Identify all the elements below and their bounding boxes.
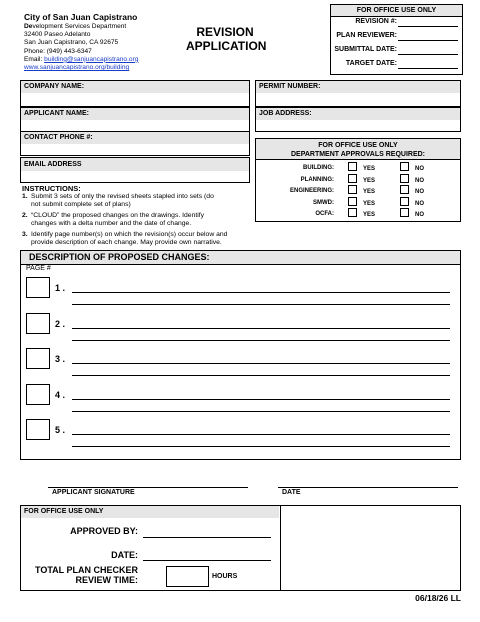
change-number: 5 . (55, 425, 66, 435)
approval-no-checkbox[interactable] (400, 174, 409, 183)
address-line-1: 32400 Paseo Adelanto (24, 31, 91, 39)
page-number-label: PAGE # (26, 265, 51, 272)
change-description-line-2[interactable] (72, 340, 450, 341)
approval-no-label: NO (415, 200, 424, 207)
email-address-field[interactable] (20, 157, 250, 183)
approval-yes-label: YES (363, 189, 376, 195)
approval-yes-checkbox[interactable] (348, 197, 357, 206)
target-date-field[interactable] (398, 68, 458, 69)
office-date-field[interactable] (143, 560, 271, 561)
approval-no-label: NO (415, 189, 424, 195)
change-number: 1 . (55, 283, 66, 293)
change-number: 3 . (55, 354, 66, 364)
applicant-signature-line[interactable] (48, 487, 248, 488)
approval-no-checkbox[interactable] (400, 208, 409, 217)
office-use-title: FOR OFFICE USE ONLY (331, 5, 462, 17)
change-description-line-2[interactable] (72, 411, 450, 412)
org-name: City of San Juan Capistrano (24, 12, 138, 22)
change-description-line-2[interactable] (72, 375, 450, 376)
change-description-line-1[interactable] (72, 292, 450, 293)
address-line-2: San Juan Capistrano, CA 92675 (24, 39, 119, 47)
approval-no-checkbox[interactable] (400, 185, 409, 194)
approvals-title: FOR OFFICE USE ONLY DEPARTMENT APPROVALS REQUIRED: (256, 139, 460, 160)
approval-no-label: NO (415, 212, 424, 218)
approval-no-checkbox[interactable] (400, 162, 409, 171)
website-line (24, 64, 194, 72)
approval-no-label: NO (415, 166, 424, 172)
approval-yes-label: YES (363, 177, 376, 184)
instruction-3: 3. Identify page number(s) on which the revision(s) occur below and provide description of each change. May provide own narrative. (22, 231, 228, 247)
review-time-hours-input[interactable] (166, 566, 209, 587)
applicant-name-field[interactable] (20, 107, 250, 132)
approved-by-field[interactable] (143, 537, 271, 538)
approval-dept-label: OCFA: (315, 211, 334, 217)
applicant-name-label: APPLICANT NAME: (21, 108, 249, 120)
hours-label: HOURS (212, 573, 238, 580)
org-header (24, 12, 194, 72)
job-address-field[interactable] (255, 107, 461, 132)
change-description-line-2[interactable] (72, 304, 450, 305)
revision-number-label: REVISION #: (355, 18, 397, 25)
approval-yes-label: YES (363, 166, 376, 172)
department: Development Services Department (24, 23, 127, 30)
permit-number-field[interactable] (255, 80, 461, 107)
page-number-input[interactable] (26, 384, 50, 405)
page-number-input[interactable] (26, 348, 50, 369)
phone: Phone: (949) 443-6347 (24, 47, 92, 55)
company-name-field[interactable] (20, 80, 250, 107)
office-bottom-divider (280, 505, 281, 591)
contact-phone-field[interactable] (20, 131, 250, 156)
applicant-signature-label: APPLICANT SIGNATURE (52, 489, 135, 496)
change-description-line-1[interactable] (72, 434, 450, 435)
approved-by-label: APPROVED BY: (70, 526, 138, 536)
email-line: Email: building@sanjuancapistrano.org (24, 55, 139, 63)
instructions-title: INSTRUCTIONS: (22, 184, 81, 193)
approval-dept-label: SMWD: (313, 199, 334, 206)
plan-reviewer-field[interactable] (398, 40, 458, 41)
job-address-label: JOB ADDRESS: (256, 108, 460, 120)
submittal-date-label: SUBMITTAL DATE: (334, 46, 397, 53)
approval-yes-label: YES (363, 200, 376, 207)
contact-phone-label: CONTACT PHONE #: (21, 132, 249, 144)
change-description-line-1[interactable] (72, 363, 450, 364)
approval-yes-checkbox[interactable] (348, 185, 357, 194)
form-revision-code: 06/18/26 LL (415, 593, 461, 603)
date-signature-label: DATE (282, 489, 301, 496)
instruction-1: 1. Submit 3 sets of only the revised sheets stapled into sets (do not submit complete set of plans) (22, 193, 214, 209)
page-number-input[interactable] (26, 419, 50, 440)
approval-no-checkbox[interactable] (400, 197, 409, 206)
permit-number-label: PERMIT NUMBER: (256, 81, 460, 93)
office-use-bottom-title: FOR OFFICE USE ONLY (21, 506, 279, 518)
website-link[interactable]: www.sanjuancapistrano.org/building (24, 64, 130, 72)
page-number-input[interactable] (26, 313, 50, 334)
change-number: 2 . (55, 318, 66, 329)
change-description-line-1[interactable] (72, 328, 450, 329)
approval-dept-label: PLANNING: (300, 176, 334, 183)
total-review-time-label: TOTAL PLAN CHECKER REVIEW TIME: (34, 565, 138, 585)
proposed-changes-title: DESCRIPTION OF PROPOSED CHANGES: (21, 251, 460, 265)
email-address-label: EMAIL ADDRESS (21, 158, 249, 171)
approval-yes-checkbox[interactable] (348, 162, 357, 171)
page-number-input[interactable] (26, 277, 50, 298)
submittal-date-field[interactable] (398, 54, 458, 55)
change-description-line-2[interactable] (72, 446, 450, 447)
date-signature-line[interactable] (278, 487, 458, 488)
approval-yes-checkbox[interactable] (348, 208, 357, 217)
email-link[interactable]: building@sanjuancapistrano.org (44, 55, 139, 63)
approval-no-label: NO (415, 177, 424, 184)
approval-yes-label: YES (363, 212, 376, 218)
change-description-line-1[interactable] (72, 399, 450, 400)
form-title: REVISION APPLICATION (186, 25, 267, 53)
approval-yes-checkbox[interactable] (348, 174, 357, 183)
instruction-2: 2. “CLOUD” the proposed changes on the drawings. Identify changes with a delta number and the date of change. (22, 212, 205, 228)
revision-number-field[interactable] (398, 26, 458, 27)
plan-reviewer-label: PLAN REVIEWER: (336, 32, 397, 39)
proposed-changes-box (20, 250, 461, 460)
approval-dept-label: ENGINEERING: (289, 188, 334, 194)
company-name-label: COMPANY NAME: (21, 81, 249, 93)
target-date-label: TARGET DATE: (345, 60, 397, 67)
office-date-label: DATE: (111, 550, 138, 560)
approval-dept-label: BUILDING: (303, 165, 334, 171)
change-number: 4 . (55, 389, 66, 400)
